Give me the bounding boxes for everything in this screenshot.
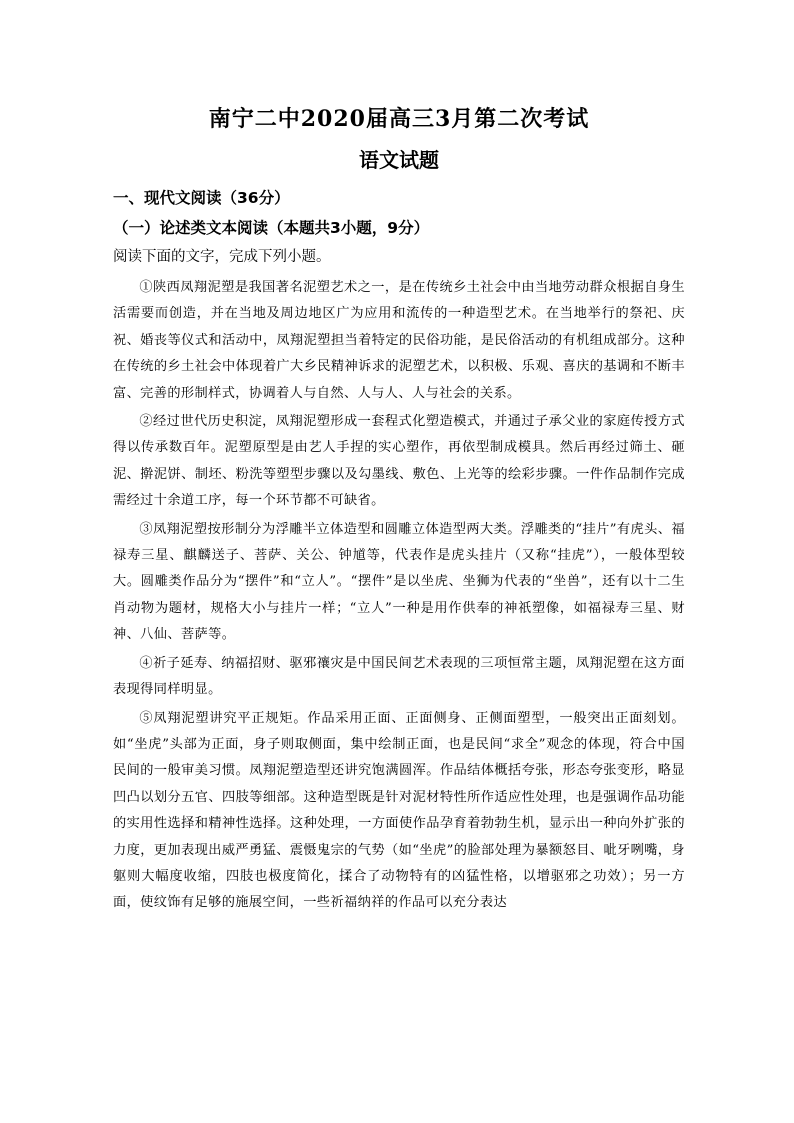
paragraph-2: ②经过世代历史积淀，凤翔泥塑形成一套程式化塑造模式，并通过子承父业的家庭传授方式得以传承数百年。泥塑原型是由艺人手捏的实心塑作，再依型制成模具。然后再经过筛土、砸泥、擀泥饼、制坯、粉洗等塑型步骤以及勾墨线、敷色、上光等的绘彩步骤。一件作品制作完成需经过十余道工序，每一个环节都不可缺省。 xyxy=(113,414,685,509)
paragraph-4: ④祈子延寿、纳福招财、驱邪禳灾是中国民间艺术表现的三项恒常主题，凤翔泥塑在这方面表现得同样明显。 xyxy=(113,655,685,698)
document-subtitle: 语文试题 xyxy=(359,148,439,172)
paragraph-5: ⑤凤翔泥塑讲究平正规矩。作品采用正面、正面侧身、正侧面塑型，一般突出正面刻划。如“坐虎”头部为正面，身子则取侧面，集中绘制正面，也是民间“求全”观念的体现，符合中国民间的一般审美习惯。凤翔泥塑造型还讲究饱满圆浑。作品结体概括夸张，形态夸张变形，略显凹凸以划分五官、四肢等细部。这种造型既是针对泥材特性所作适应性处理，也是强调作品功能的实用性选择和精神性选择。这种处理，一方面使作品孕育着勃勃生机，显示出一种向外扩张的力度，更加表现出威严勇猛、震慑鬼宗的气势（如“坐虎”的脸部处理为暴额怒目、呲牙咧嘴，身躯则大幅度收缩，四肢也极度简化，揉合了动物特有的凶猛性格，以增驱邪之功效）；另一方面，使纹饰有足够的施展空间，一些祈福纳祥的作品可以充分表达 xyxy=(113,710,685,911)
document-page xyxy=(113,104,685,919)
section-heading: 一、现代文阅读（36分） xyxy=(113,189,290,207)
document-title: 南宁二中2020届高三3月第二次考试 xyxy=(208,106,590,132)
reading-instruction: 阅读下面的文字，完成下列小题。 xyxy=(113,249,331,265)
paragraph-3: ③凤翔泥塑按形制分为浮雕半立体造型和圆雕立体造型两大类。浮雕类的“挂片”有虎头、福禄寿三星、麒麟送子、菩萨、关公、钟馗等，代表作是虎头挂片（又称“挂虎”），一般体型较大。圆雕类作品分为“摆件”和“立人”。“摆件”是以坐虎、坐狮为代表的“坐兽”，还有以十二生肖动物为题材，规格大小与挂片一样；“立人”一种是用作供奉的神祇塑像，如福禄寿三星、财神、八仙、菩萨等。 xyxy=(113,521,685,643)
sub-heading: （一）论述类文本阅读（本题共3小题，9分） xyxy=(113,219,430,237)
paragraph-1: ①陕西凤翔泥塑是我国著名泥塑艺术之一，是在传统乡土社会中由当地劳动群众根据自身生活需要而创造，并在当地及周边地区广为应用和流传的一种造型艺术。在当地举行的祭祀、庆祝、婚丧等仪式和活动中，凤翔泥塑担当着特定的民俗功能，是民俗活动的有机组成部分。这种在传统的乡土社会中体现着广大乡民精神诉求的泥塑艺术，以积极、乐观、喜庆的基调和不断丰富、完善的形制样式，协调着人与自然、人与人、人与社会的关系。 xyxy=(113,280,685,401)
